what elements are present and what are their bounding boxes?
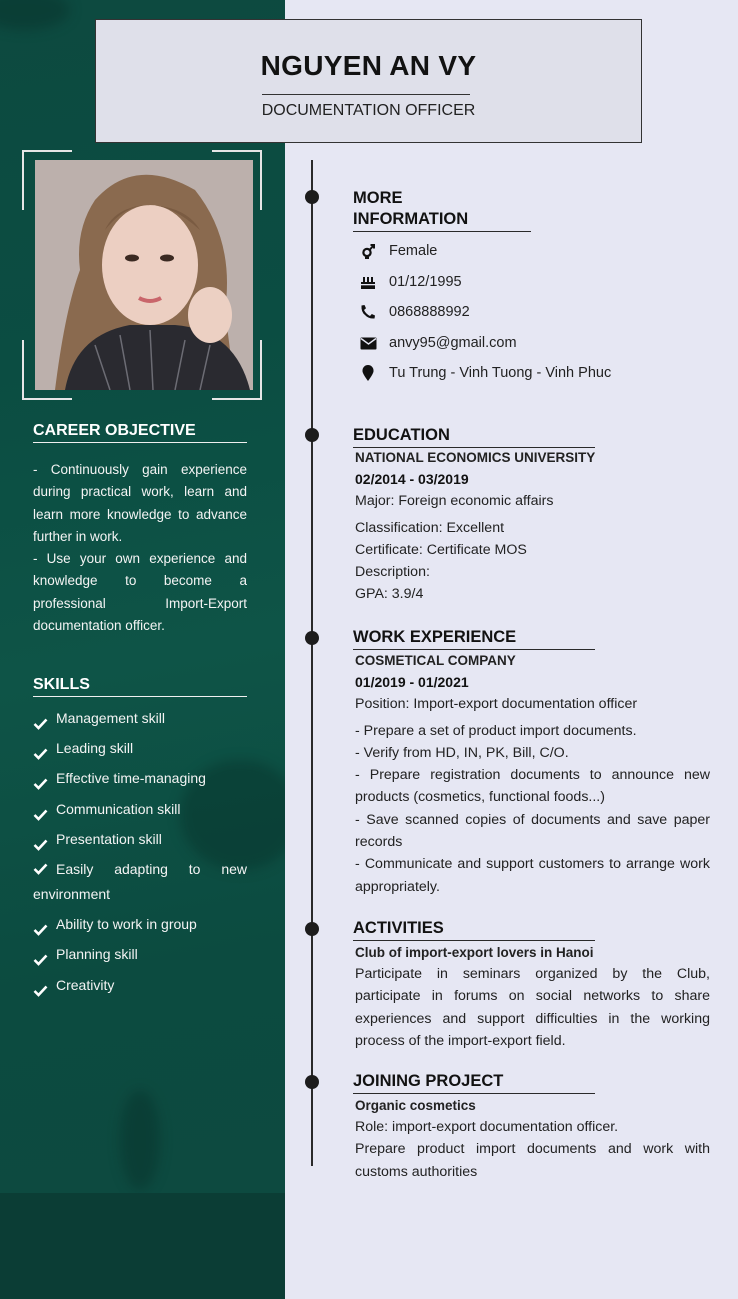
timeline-line xyxy=(311,160,313,1166)
project-block xyxy=(355,1096,710,1183)
full-name: NGUYEN AN VY xyxy=(260,50,477,81)
skill-item xyxy=(33,857,247,907)
skills-heading: SKILLS xyxy=(33,676,247,697)
work-duty: - Save scanned copies of documents and save paper records xyxy=(355,811,710,851)
checkmark-icon xyxy=(33,713,48,725)
checkmark-icon xyxy=(33,980,48,992)
name-header xyxy=(95,19,642,143)
work-duty: - Prepare registration documents to announce new products (cosmetics, functional foods...) xyxy=(355,767,710,806)
timeline-dot xyxy=(305,190,319,204)
timeline-dot xyxy=(305,922,319,936)
birthday-value: 01/12/1995 xyxy=(389,274,462,290)
gender-icon xyxy=(358,243,378,259)
address-value: Tu Trung - Vinh Tuong - Vinh Phuc xyxy=(389,365,612,381)
career-objective-text xyxy=(33,459,247,637)
skill-label: Effective time-managing xyxy=(56,770,206,787)
education-period: 02/2014 - 03/2019 xyxy=(355,471,469,487)
sidebar-footer xyxy=(0,1193,285,1299)
skill-label: Presentation skill xyxy=(56,830,162,847)
info-email xyxy=(358,332,517,354)
envelope-icon xyxy=(358,335,378,351)
info-birthday xyxy=(358,271,462,293)
skill-item xyxy=(33,766,247,791)
phone-value: 0868888992 xyxy=(389,304,470,320)
education-block xyxy=(355,448,710,606)
skill-item xyxy=(33,973,247,998)
checkmark-icon xyxy=(33,743,48,755)
checkmark-icon xyxy=(33,919,48,931)
work-duty: - Verify from HD, IN, PK, Bill, C/O. xyxy=(355,744,569,761)
skills-list xyxy=(33,706,247,1003)
timeline-dot xyxy=(305,631,319,645)
header-divider xyxy=(262,94,470,95)
location-pin-icon xyxy=(358,365,378,381)
checkmark-icon xyxy=(33,804,48,816)
checkmark-icon xyxy=(33,949,48,961)
work-position: Position: Import-export documentation officer xyxy=(355,696,638,713)
timeline-dot xyxy=(305,428,319,442)
photo-frame xyxy=(22,150,262,400)
activity-description: Participate in seminars organized by the Club, participate in forums on social networks to share experiences and support difficulties in the working process of the import-export field. xyxy=(355,966,710,1049)
education-gpa: GPA: 3.9/4 xyxy=(355,586,424,603)
work-duty: - Prepare a set of product import documents. xyxy=(355,722,637,739)
activities-block xyxy=(355,943,710,1052)
more-information-heading xyxy=(353,188,531,232)
skill-item xyxy=(33,736,247,761)
job-title: DOCUMENTATION OFFICER xyxy=(261,102,476,119)
skill-label: Easily adapting to new environment xyxy=(33,860,247,902)
info-gender xyxy=(358,240,437,262)
info-phone xyxy=(358,301,470,323)
skill-item xyxy=(33,706,247,731)
project-name: Organic cosmetics xyxy=(355,1098,476,1113)
checkmark-icon xyxy=(33,858,48,870)
gender-value: Female xyxy=(389,243,438,259)
school-name: NATIONAL ECONOMICS UNIVERSITY xyxy=(355,450,596,465)
profile-photo xyxy=(35,160,253,390)
project-description: Prepare product import documents and work with customs authorities xyxy=(355,1141,710,1180)
checkmark-icon xyxy=(33,834,48,846)
education-heading: EDUCATION xyxy=(353,425,595,448)
skill-label: Leading skill xyxy=(56,740,134,757)
work-block xyxy=(355,651,710,898)
skill-label: Creativity xyxy=(56,976,115,993)
email-value: anvy95@gmail.com xyxy=(389,335,517,351)
education-major: Major: Foreign economic affairs xyxy=(355,493,554,510)
skill-label: Planning skill xyxy=(56,946,138,963)
education-classification: Classification: Excellent xyxy=(355,519,505,536)
birthday-cake-icon xyxy=(358,274,378,290)
checkmark-icon xyxy=(33,773,48,785)
career-objective-heading: CAREER OBJECTIVE xyxy=(33,422,247,443)
project-role: Role: import-export documentation officer. xyxy=(355,1119,619,1135)
work-experience-heading: WORK EXPERIENCE xyxy=(353,627,595,650)
skill-item xyxy=(33,942,247,967)
info-address xyxy=(358,362,611,384)
timeline-dot xyxy=(305,1075,319,1089)
skill-label: Communication skill xyxy=(56,800,181,817)
skill-label: Management skill xyxy=(56,710,165,726)
skill-item xyxy=(33,797,247,822)
education-description: Description: xyxy=(355,564,430,581)
skill-item xyxy=(33,827,247,852)
company-name: COSMETICAL COMPANY xyxy=(355,653,516,668)
activity-organization: Club of import-export lovers in Hanoi xyxy=(355,945,594,960)
education-certificate: Certificate: Certificate MOS xyxy=(355,541,527,558)
skill-item xyxy=(33,912,247,937)
activities-heading: ACTIVITIES xyxy=(353,918,595,941)
joining-project-heading: JOINING PROJECT xyxy=(353,1071,595,1094)
more-information-title: MORE INFORMATION xyxy=(353,189,469,228)
career-objective-paragraph: - Continuously gain experience during practical work, learn and learn more knowledge to advance further in work. - Use your own experience and knowledge to become a professional Import-Export documentation officer. xyxy=(33,462,247,634)
phone-icon xyxy=(358,304,378,320)
work-period: 01/2019 - 01/2021 xyxy=(355,674,469,690)
skill-label: Ability to work in group xyxy=(56,916,197,933)
work-duty: - Communicate and support customers to arrange work appropriately. xyxy=(355,856,710,895)
